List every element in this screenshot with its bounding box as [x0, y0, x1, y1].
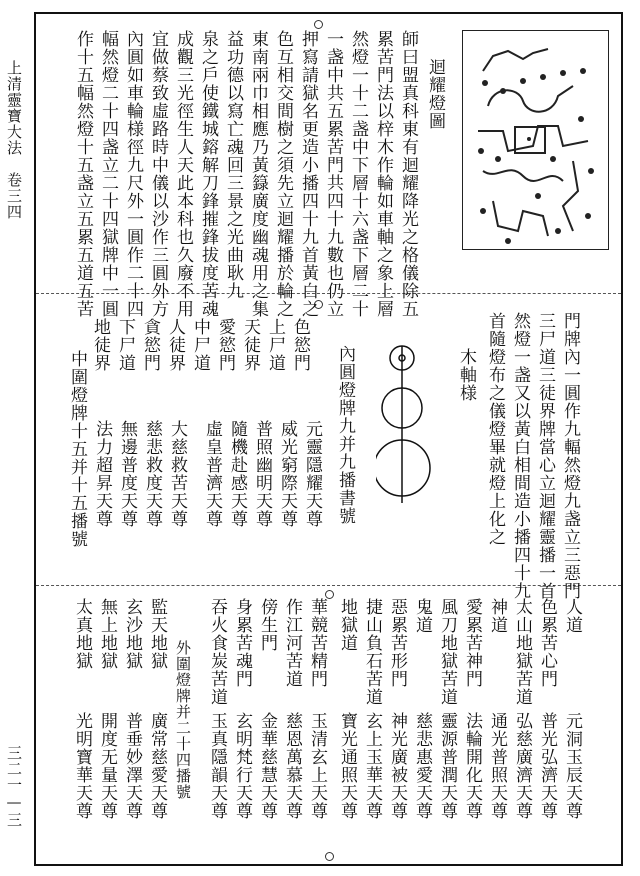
band2-col: 門牌內一圓作九輻然燈九盏立三惡門 — [560, 312, 580, 600]
axle-graphic — [376, 338, 436, 508]
outer-tianzun: 光明寶華天尊 — [72, 712, 92, 820]
band2-col: 首隨燈布之儀燈畢就燈上化之 — [485, 312, 505, 546]
outer-tianzun: 普垂妙澤天尊 — [122, 712, 142, 820]
band1-col: 益功德以寫亡魂回三景之光曲耿九 — [223, 30, 243, 300]
book-title: 上清靈寶大法 卷三四 — [5, 60, 23, 220]
inner-tianzun: 慈悲救度天尊 — [142, 420, 162, 528]
inner-circle-heading: 內圓燈牌九并九播書號 — [335, 345, 355, 525]
realm-label: 捷山負石苦道 — [362, 598, 382, 706]
outer-tianzun: 玉真隱韻天尊 — [207, 712, 227, 820]
realm-label: 傍生門 — [257, 598, 277, 652]
gate-label: 上尸道 — [265, 318, 285, 372]
outer-tianzun: 神光廣被天尊 — [387, 712, 407, 820]
hell-label: 玄沙地獄 — [122, 598, 142, 670]
wooden-axle-diagram — [376, 338, 436, 508]
band1-col: 內圓如車輪様徑九尺外一圓作二十四 — [123, 30, 143, 318]
band1-col: 幅然燈二十四盏立二十四獄牌中一圓 — [98, 30, 118, 318]
outer-tianzun: 普光弘濟天尊 — [537, 712, 557, 820]
band2-col: 然燈一盏又以黃白相間造小播四十九 — [510, 312, 530, 600]
band1-col: 然燈一十二盏中下層十六盏下層二十 — [348, 30, 368, 318]
realm-label: 身累苦魂門 — [232, 598, 252, 688]
ornament-circle-bottom — [325, 852, 334, 861]
outer-tianzun: 法輪開化天尊 — [462, 712, 482, 820]
gate-label: 中尸道 — [190, 318, 210, 372]
inner-tianzun: 威光窮際天尊 — [277, 420, 297, 528]
outer-tianzun: 弘慈廣濟天尊 — [512, 712, 532, 820]
realm-label: 人道 — [562, 598, 582, 634]
outer-tianzun: 金華慈慧天尊 — [257, 712, 277, 820]
inner-tianzun: 普照幽明天尊 — [252, 420, 272, 528]
outer-tianzun: 靈源普潤天尊 — [437, 712, 457, 820]
band1-col: 泉之戶使鐵城鎔解刀鋒摧鋒拔度苦魂 — [198, 30, 218, 318]
outer-circle-heading: 外圍燈牌并二十四播號 — [174, 640, 192, 800]
inner-tianzun: 虛皇普濟天尊 — [202, 420, 222, 528]
inner-tianzun: 隨機赴感天尊 — [227, 420, 247, 528]
outer-tianzun: 開度无量天尊 — [97, 712, 117, 820]
band1-col: 成觀三光徑生人天此本科也久廢不用 — [173, 30, 193, 318]
outer-tianzun: 慈恩萬慕天尊 — [282, 712, 302, 820]
realm-label: 愛累苦神門 — [462, 598, 482, 688]
outer-tianzun: 寶光通照天尊 — [337, 712, 357, 820]
gate-label: 貪慾門 — [140, 318, 160, 372]
inner-tianzun: 大慈救苦天尊 — [167, 420, 187, 528]
band1-col: 一盏中共五累苦門共四十九數也仍立 — [323, 30, 343, 318]
outer-tianzun: 玉清玄上天尊 — [307, 712, 327, 820]
realm-label: 惡累苦形門 — [387, 598, 407, 688]
realm-label: 吞火食炭苦道 — [207, 598, 227, 706]
band1-col: 師曰盟真科東有迴耀降光之格儀除五 — [398, 30, 418, 318]
outer-tianzun: 玄明梵行天尊 — [232, 712, 252, 820]
band1-col: 作十五幅然燈十五盏立五累五道五苦 — [73, 30, 93, 318]
gate-label: 地徒界 — [90, 318, 110, 372]
inner-tianzun: 元靈隱耀天尊 — [302, 420, 322, 528]
band1-heading: 迴耀燈圖 — [425, 58, 445, 130]
band-divider-bottom — [36, 585, 621, 586]
huiyao-lamp-diagram — [462, 30, 609, 250]
band1-col: 押寫請獄名更造小播四十九首黃白之 — [298, 30, 318, 318]
realm-label: 鬼道 — [412, 598, 432, 634]
realm-label: 神道 — [487, 598, 507, 634]
outer-tianzun: 玄上玉華天尊 — [362, 712, 382, 820]
gate-label: 色慾門 — [290, 318, 310, 372]
page-number: 三二一—三 — [5, 745, 23, 828]
band2-col: 三尸道三徒界牌當心立迴耀靈播一首 — [535, 312, 555, 600]
realm-label: 色累苦心門 — [537, 598, 557, 688]
hell-label: 無上地獄 — [97, 598, 117, 670]
outer-tianzun: 通光普照天尊 — [487, 712, 507, 820]
gate-label: 人徒界 — [165, 318, 185, 372]
band1-col: 東南兩巾相應乃黃籙廣度幽魂用之集 — [248, 30, 268, 318]
realm-label: 風刀地獄苦道 — [437, 598, 457, 706]
ornament-circle-top — [314, 20, 323, 29]
hell-label: 太真地獄 — [72, 598, 92, 670]
outer-tianzun: 元洞玉辰天尊 — [562, 712, 582, 820]
wooden-axle-caption: 木軸様 — [456, 348, 476, 402]
band1-col: 色互相交間樹之須先立迴耀播於輪之 — [273, 30, 293, 318]
gate-label: 天徒界 — [240, 318, 260, 372]
outer-tianzun: 廣常慈愛天尊 — [147, 712, 167, 820]
band1-col: 累苦門法以梓木作輪如車軸之象上層 — [373, 30, 393, 318]
realm-label: 太山地獄苦道 — [512, 598, 532, 706]
gate-label: 下尸道 — [115, 318, 135, 372]
inner-tianzun: 無邊普度天尊 — [117, 420, 137, 528]
outer-tianzun: 慈悲惠愛天尊 — [412, 712, 432, 820]
realm-label: 地獄道 — [337, 598, 357, 652]
inner-tianzun: 法力超昇天尊 — [92, 420, 112, 528]
hell-label: 監天地獄 — [147, 598, 167, 670]
realm-label: 華競苦精門 — [307, 598, 327, 688]
middle-circle-heading: 中圍燈牌十五并十五播號 — [67, 350, 87, 548]
band1-col: 宜做蔡致虛路時中儀以沙作三圓外方 — [148, 30, 168, 318]
realm-label: 作江河苦道 — [282, 598, 302, 688]
lamp-diagram-graphic — [463, 31, 608, 249]
gate-label: 愛慾門 — [215, 318, 235, 372]
